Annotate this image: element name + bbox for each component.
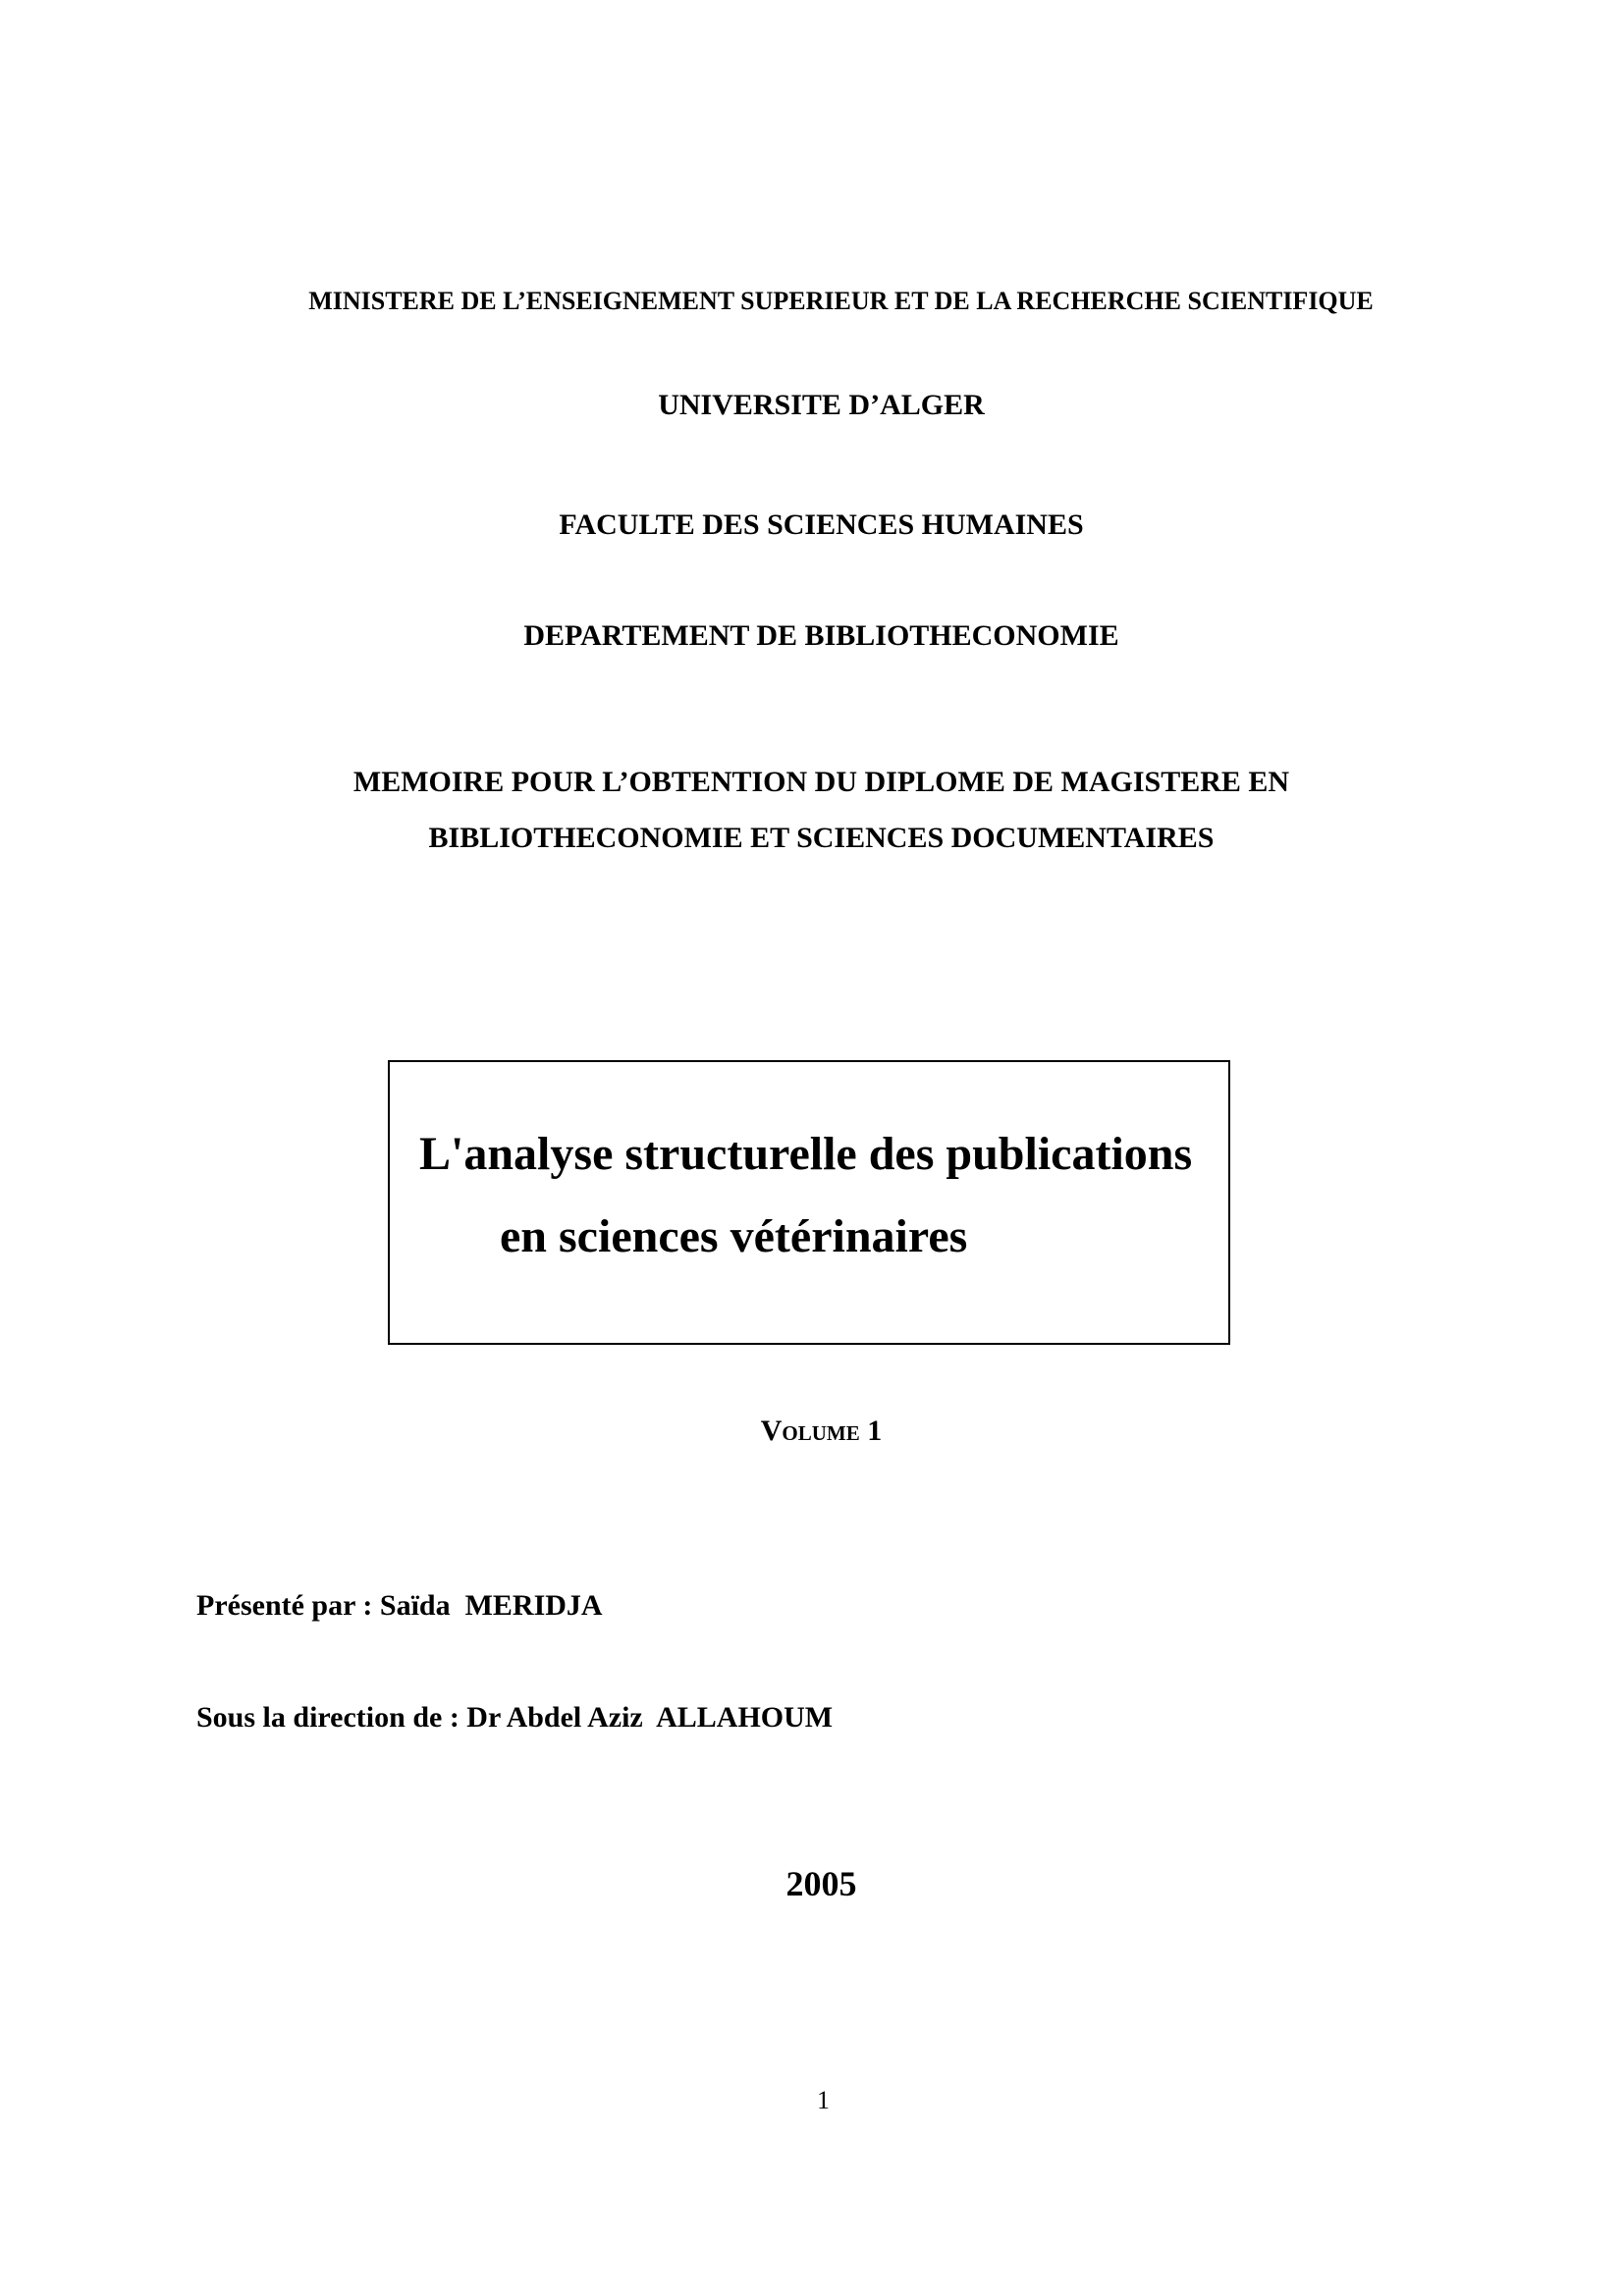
presenter-line: Présenté par : Saïda MERIDJA bbox=[196, 1589, 603, 1622]
page-number: 1 bbox=[817, 2086, 830, 2114]
director-line: Sous la direction de : Dr Abdel Aziz ALLAHOUM bbox=[196, 1701, 834, 1734]
volume-label bbox=[10, 1415, 1623, 1448]
thesis-title-box bbox=[388, 1060, 1230, 1345]
department-heading: DEPARTEMENT DE BIBLIOTHECONOMIE bbox=[523, 619, 1119, 652]
volume-text: Volume 1 bbox=[760, 1415, 883, 1447]
ministry-heading: MINISTERE DE L’ENSEIGNEMENT SUPERIEUR ET DE LA RECHERCHE SCIENTIFIQUE bbox=[308, 287, 1374, 315]
thesis-title-line-2: en sciences vétérinaires bbox=[500, 1210, 968, 1262]
memoire-line-2: BIBLIOTHECONOMIE ET SCIENCES DOCUMENTAIRES bbox=[428, 822, 1215, 854]
year: 2005 bbox=[785, 1864, 857, 1903]
thesis-title-line-1: L'analyse structurelle des publications bbox=[419, 1128, 1193, 1180]
memoire-line-1: MEMOIRE POUR L’OBTENTION DU DIPLOME DE MAGISTERE EN bbox=[352, 766, 1290, 798]
faculty-heading: FACULTE DES SCIENCES HUMAINES bbox=[559, 508, 1084, 541]
university-heading: UNIVERSITE D’ALGER bbox=[658, 389, 985, 421]
